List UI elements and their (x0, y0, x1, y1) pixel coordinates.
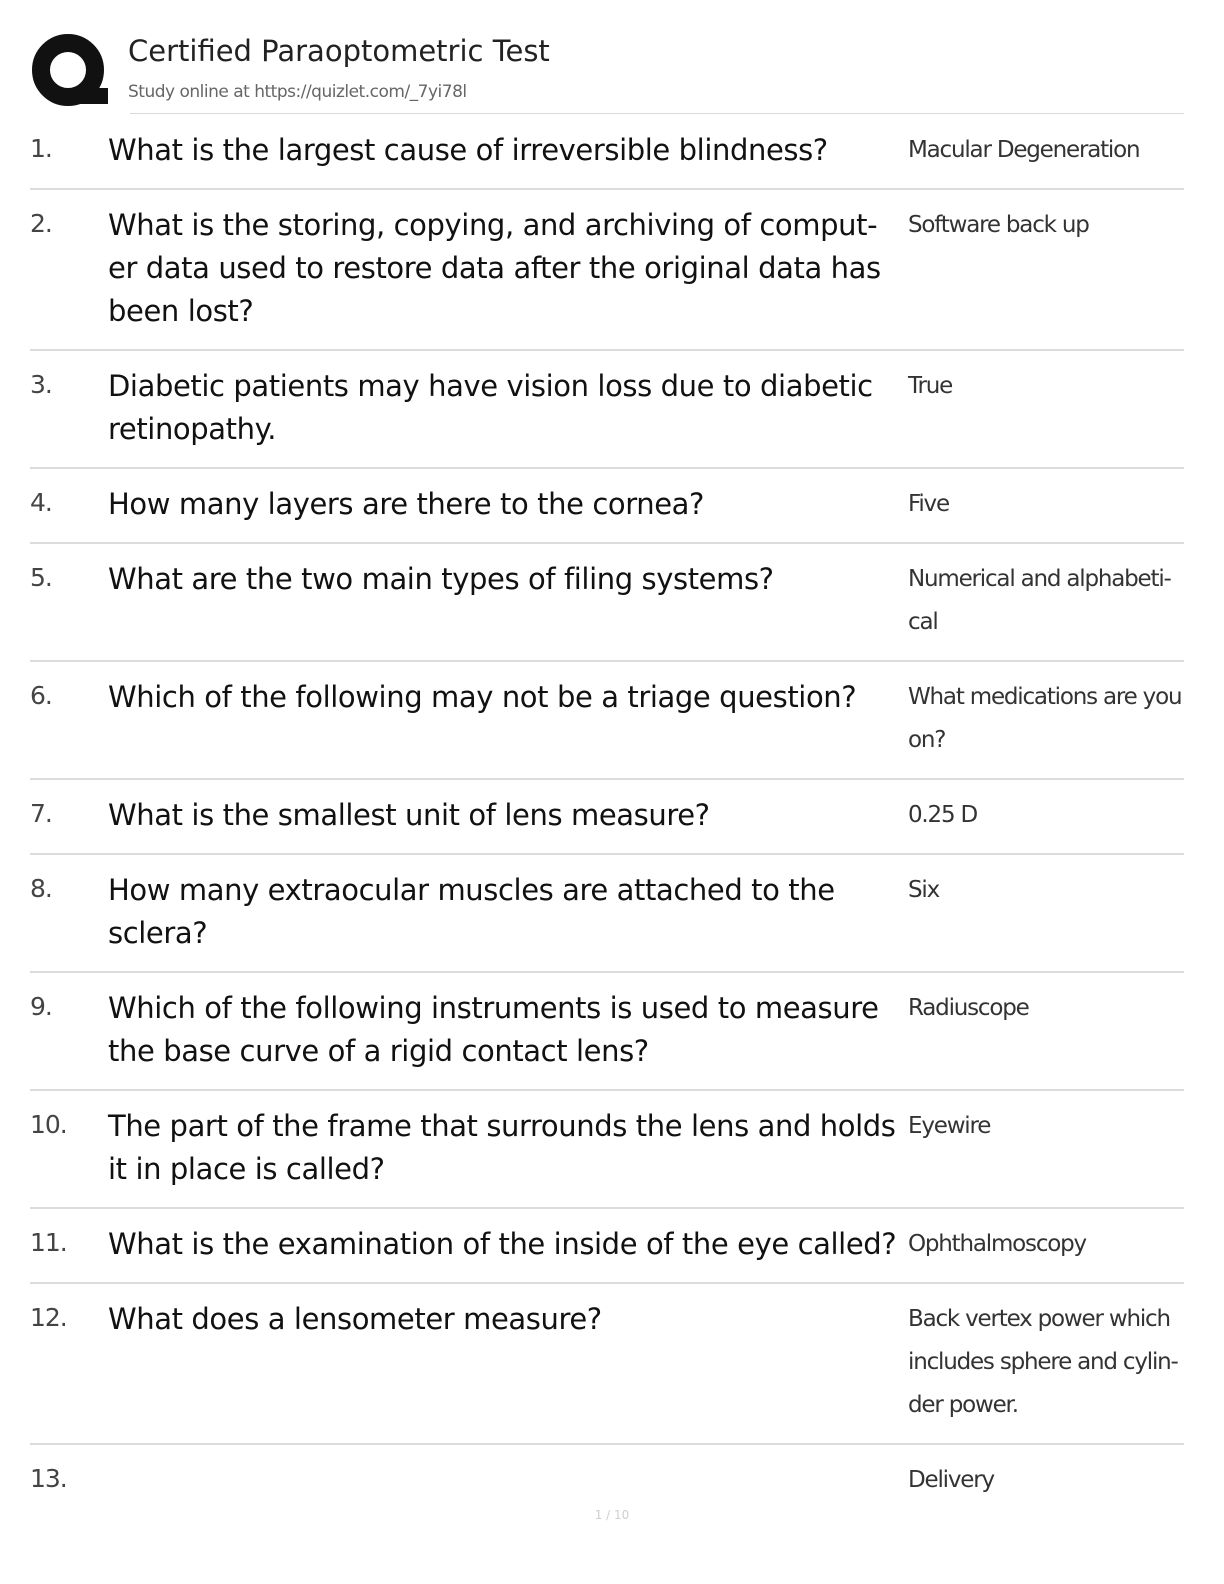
document-header (30, 28, 1184, 114)
list-item (30, 1209, 1184, 1284)
list-item (30, 662, 1184, 780)
item-answer: Eyewire (908, 1113, 991, 1139)
list-item (30, 1091, 1184, 1209)
list-item (30, 855, 1184, 973)
item-question: What is the storing, copying, and archiving of comput-er data used to restore data after the original data has been lost? (108, 208, 881, 328)
list-item (30, 1445, 1184, 1515)
list-item (30, 190, 1184, 351)
item-number: 7. (30, 799, 52, 828)
item-question: The part of the frame that surrounds the lens and holds it in place is called? (108, 1109, 896, 1186)
item-question: What is the largest cause of irreversible blindness? (108, 133, 828, 167)
item-answer: Macular Degeneration (908, 137, 1140, 163)
item-question: What is the examination of the inside of the eye called? (108, 1227, 897, 1261)
item-number: 5. (30, 563, 52, 592)
item-answer: Back vertex power which includes sphere and cylin-der power. (908, 1306, 1178, 1418)
item-number: 6. (30, 681, 52, 710)
list-item (30, 115, 1184, 190)
list-item (30, 544, 1184, 662)
list-item (30, 469, 1184, 544)
item-number: 8. (30, 874, 52, 903)
item-number: 3. (30, 370, 52, 399)
header-divider (130, 113, 1184, 114)
item-answer: 0.25 D (908, 802, 978, 828)
item-question: What does a lensometer measure? (108, 1302, 602, 1336)
list-item (30, 780, 1184, 855)
item-number: 11. (30, 1228, 67, 1257)
question-list (30, 115, 1184, 1515)
item-answer: Ophthalmoscopy (908, 1231, 1086, 1257)
page-number: 1 / 10 (594, 1508, 630, 1522)
item-answer: Numerical and alphabeti-cal (908, 566, 1171, 635)
item-answer: Delivery (908, 1467, 994, 1493)
item-answer: Radiuscope (908, 995, 1029, 1021)
item-question: Which of the following instruments is used to measure the base curve of a rigid contact lens? (108, 991, 879, 1068)
list-item (30, 351, 1184, 469)
item-number: 1. (30, 134, 52, 163)
item-answer: Software back up (908, 212, 1089, 238)
item-number: 4. (30, 488, 52, 517)
page-title: Certified Paraoptometric Test (128, 34, 550, 68)
item-answer: What medications are you on? (908, 684, 1182, 753)
item-question: How many extraocular muscles are attached to the sclera? (108, 873, 835, 950)
list-item (30, 1284, 1184, 1445)
item-question: What are the two main types of filing systems? (108, 562, 774, 596)
item-question: What is the smallest unit of lens measure? (108, 798, 710, 832)
item-number: 13. (30, 1464, 67, 1493)
item-question: How many layers are there to the cornea? (108, 487, 705, 521)
item-answer: Five (908, 491, 949, 517)
item-number: 9. (30, 992, 52, 1021)
quizlet-logo-icon (30, 32, 110, 112)
item-number: 2. (30, 209, 52, 238)
item-number: 12. (30, 1303, 67, 1332)
item-question: Diabetic patients may have vision loss due to diabetic retinopathy. (108, 369, 873, 446)
item-question: Which of the following may not be a triage question? (108, 680, 857, 714)
item-answer: Six (908, 877, 940, 903)
item-answer: True (908, 373, 953, 399)
study-online-link[interactable]: Study online at https://quizlet.com/_7yi78l (128, 82, 467, 102)
item-number: 10. (30, 1110, 67, 1139)
list-item (30, 973, 1184, 1091)
